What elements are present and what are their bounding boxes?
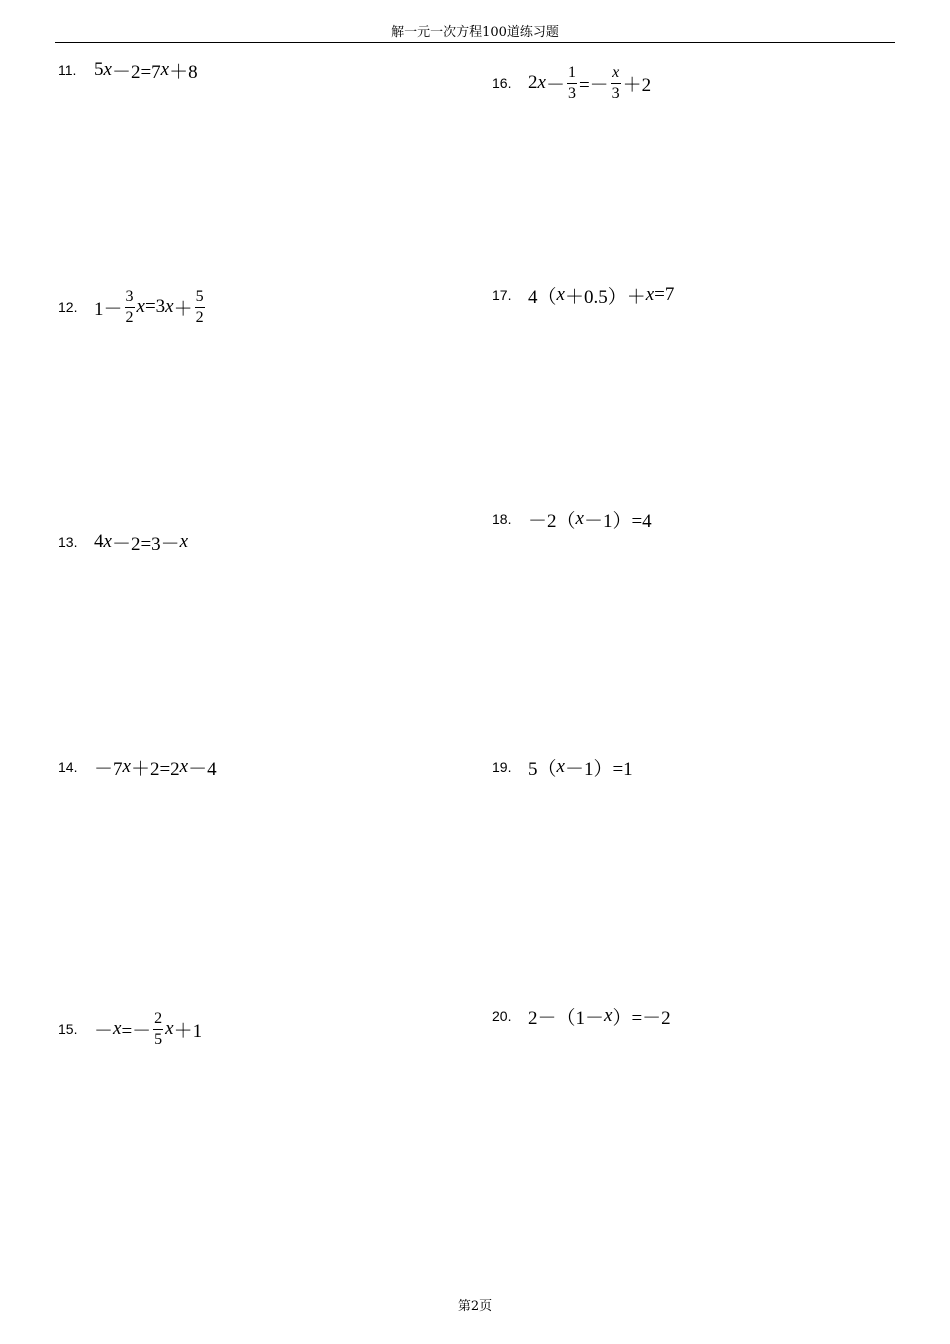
fraction-bar xyxy=(125,307,135,308)
equation xyxy=(94,754,217,781)
variable: x xyxy=(136,296,145,317)
denominator: 3 xyxy=(567,84,576,102)
fraction xyxy=(153,1010,163,1049)
problem-number: 14. xyxy=(58,759,78,775)
variable: x xyxy=(604,1005,613,1026)
equation xyxy=(528,282,674,309)
problem-number: 11. xyxy=(58,62,77,78)
equation-term: 1－ xyxy=(94,298,123,320)
equation-term: ＋8 xyxy=(169,61,198,83)
equation-term: 5（ xyxy=(528,758,557,780)
equation-term: － xyxy=(94,1020,114,1042)
fraction-bar xyxy=(567,83,577,84)
equation-term: =－ xyxy=(578,74,609,96)
fraction xyxy=(195,288,205,327)
fraction-bar xyxy=(153,1029,163,1030)
denominator: 3 xyxy=(611,84,620,102)
equation-term: ＋0.5）＋ xyxy=(564,286,646,308)
equation-term: －1）=4 xyxy=(583,510,652,532)
equation-term: －4 xyxy=(188,758,217,780)
problem-20 xyxy=(492,1004,671,1028)
problem-number: 16. xyxy=(492,75,512,91)
problem-16 xyxy=(492,60,651,106)
variable: x xyxy=(645,284,655,305)
equation-term: －1）=1 xyxy=(564,758,633,780)
denominator: 2 xyxy=(195,308,204,326)
fraction xyxy=(611,64,621,103)
numerator: 5 xyxy=(195,287,204,305)
equation-term: ＋2 xyxy=(622,74,652,96)
equation-term: 2－（1－ xyxy=(528,1007,605,1029)
equation xyxy=(94,529,188,556)
header-divider xyxy=(55,42,895,43)
problem-19 xyxy=(492,755,633,779)
variable: x xyxy=(103,531,112,552)
variable: x xyxy=(179,531,189,552)
equation-term: －7 xyxy=(94,758,123,780)
problem-number: 13. xyxy=(58,534,78,550)
equation-term: =3 xyxy=(144,296,166,317)
denominator: 2 xyxy=(125,308,134,326)
fraction-bar xyxy=(195,307,205,308)
variable: x xyxy=(575,508,584,529)
numerator: 1 xyxy=(567,63,576,81)
page-number: 第2页 xyxy=(457,1299,493,1314)
equation xyxy=(528,754,633,781)
variable: x xyxy=(556,284,565,305)
problem-number: 12. xyxy=(58,299,78,315)
problem-18 xyxy=(492,507,652,531)
problem-number: 19. xyxy=(492,759,512,775)
fraction xyxy=(567,64,577,103)
denominator: 5 xyxy=(154,1030,163,1048)
equation xyxy=(94,57,198,84)
page-header-title: 解一元一次方程100道练习题 xyxy=(391,25,559,40)
variable: x xyxy=(113,1018,122,1039)
variable: x xyxy=(165,296,174,317)
problem-number: 15. xyxy=(58,1021,78,1037)
fraction-bar xyxy=(611,83,621,84)
variable: x xyxy=(103,59,112,80)
fraction xyxy=(125,288,135,327)
equation xyxy=(528,506,652,533)
problem-11 xyxy=(58,58,198,82)
numerator: 3 xyxy=(125,287,134,305)
problem-number: 18. xyxy=(492,511,512,527)
problem-17 xyxy=(492,283,674,307)
variable: x xyxy=(556,756,565,777)
equation-term: ＋ xyxy=(173,298,193,320)
problem-14 xyxy=(58,755,217,779)
equation-term: 4（ xyxy=(528,286,557,308)
problem-number: 20. xyxy=(492,1008,512,1024)
equation-term: ）=－2 xyxy=(612,1007,671,1029)
equation xyxy=(528,64,651,103)
equation xyxy=(94,1010,202,1049)
equation-term: －2=3－ xyxy=(111,533,180,555)
problem-13 xyxy=(58,530,188,554)
equation-term: －2（ xyxy=(528,510,576,532)
variable: x xyxy=(122,756,131,777)
problem-number: 17. xyxy=(492,287,512,303)
equation-term: 5 xyxy=(94,59,104,80)
variable: x xyxy=(537,72,546,93)
equation-term: =7 xyxy=(654,284,675,305)
equation-term: 2 xyxy=(528,72,538,93)
equation-term: ＋1 xyxy=(173,1020,203,1042)
problem-12 xyxy=(58,284,207,330)
equation-term: 4 xyxy=(94,531,104,552)
variable: x xyxy=(160,59,170,80)
equation xyxy=(94,288,207,327)
variable: x xyxy=(179,756,189,777)
numerator: x xyxy=(612,63,620,81)
equation-term: －2=7 xyxy=(111,61,161,83)
variable: x xyxy=(165,1018,174,1039)
equation xyxy=(528,1003,671,1030)
equation-term: － xyxy=(545,74,565,96)
equation-term: =－ xyxy=(121,1020,152,1042)
problem-15 xyxy=(58,1006,202,1052)
numerator: 2 xyxy=(154,1009,163,1027)
equation-term: ＋2=2 xyxy=(130,758,180,780)
